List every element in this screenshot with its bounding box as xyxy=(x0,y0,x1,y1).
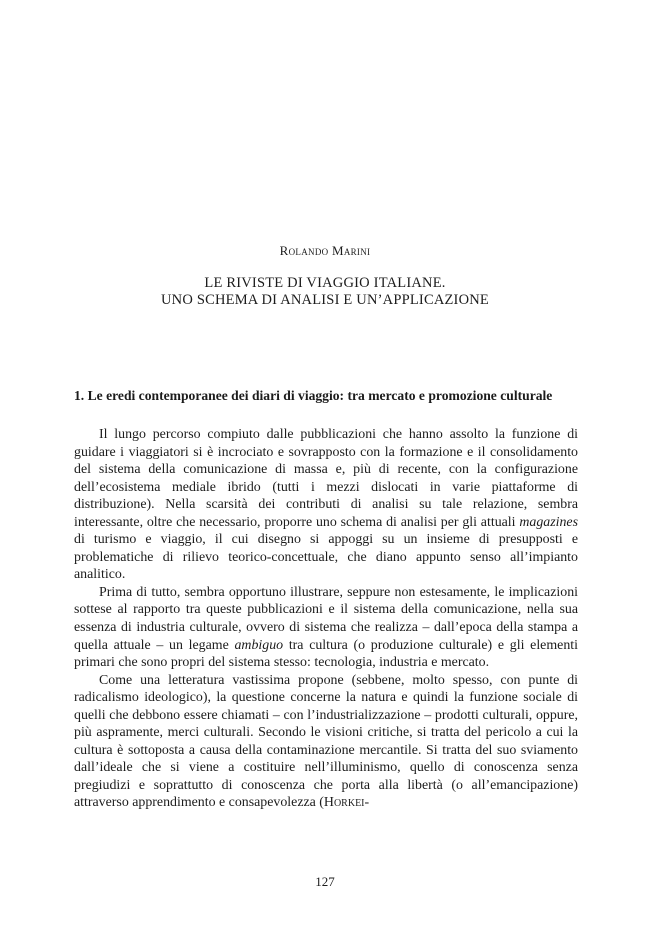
paragraph-3-text-a: Come una letteratura vastissima propone (sebbene, molto spesso, con punte di radicalismo ideologico), la questione concerne la natura e quindi la funzione sociale di quelli che debbono essere chiamati – con l’industrializzazione – prodotti culturali, oppure, più aspramente, merci culturali. Secondo le visioni critiche, si tratta del pericolo a cui la cultura è sottoposta a causa della contaminazione mercantile. Si tratta del suo sviamento dall’ideale che si viene a costituire nell’illuminismo, quello di conoscenza senza pregiudizi e soprattutto di conoscenza che porta alla libertà (o all’emancipazione) attraverso apprendimento e consapevolezza ( xyxy=(74,672,578,811)
paragraph-2-text-b: tra cultura (o produzione culturale) e gli elementi primari che sono propri del sistema stesso: tecnologia, industria e mercato. xyxy=(74,637,578,671)
author-name: Rolando Marini xyxy=(279,243,371,258)
paragraph-3 xyxy=(74,672,578,812)
paragraph-1-text-b: di turismo e viaggio, il cui disegno si appoggi su un insieme di presupposti e problematiche di rilievo teorico-concettuale, che diano appunto senso all’impianto analitico. xyxy=(74,532,578,583)
paragraph-3-smallcaps: Horkei- xyxy=(323,795,370,811)
page-number: 127 xyxy=(315,874,335,889)
paragraph-1 xyxy=(74,426,578,584)
title-line-2: UNO SCHEMA DI ANALISI E UN’APPLICAZIONE xyxy=(160,292,489,308)
paragraph-2-italic: ambiguo xyxy=(234,637,284,653)
body-text xyxy=(74,426,578,812)
paragraph-1-text-a: Il lungo percorso compiuto dalle pubblicazioni che hanno assolto la funzione di guidare i viaggiatori si è incrociato e sovrapposto con la formazione e il consolidamento del sistema della comunicazione di massa e, più di recente, con la configurazione dell’ecosistema mediale ibrido (tutti i mezzi dislocati in varie piattaforme di distribuzione). Nella scarsità dei contributi di analisi su tale relazione, sembra interessante, oltre che necessario, proporre uno schema di analisi per gli attuali xyxy=(74,427,578,530)
paragraph-1-italic: magazines xyxy=(519,514,578,530)
article-title xyxy=(0,275,650,309)
section-heading: 1. Le eredi contemporanee dei diari di viaggio: tra mercato e promozione culturale xyxy=(74,388,553,403)
paragraph-2 xyxy=(74,584,578,672)
paragraph-2-text-a: Prima di tutto, sembra opportuno illustrare, seppure non estesamente, le implicazioni sottese al rapporto tra queste pubblicazioni e il sistema della comunicazione, nella sua essenza di industria culturale, ovvero di sistema che realizza – dall’epoca della stampa a quella attuale – un legame xyxy=(74,584,578,653)
title-line-1: LE RIVISTE DI VIAGGIO ITALIANE. xyxy=(204,275,446,291)
